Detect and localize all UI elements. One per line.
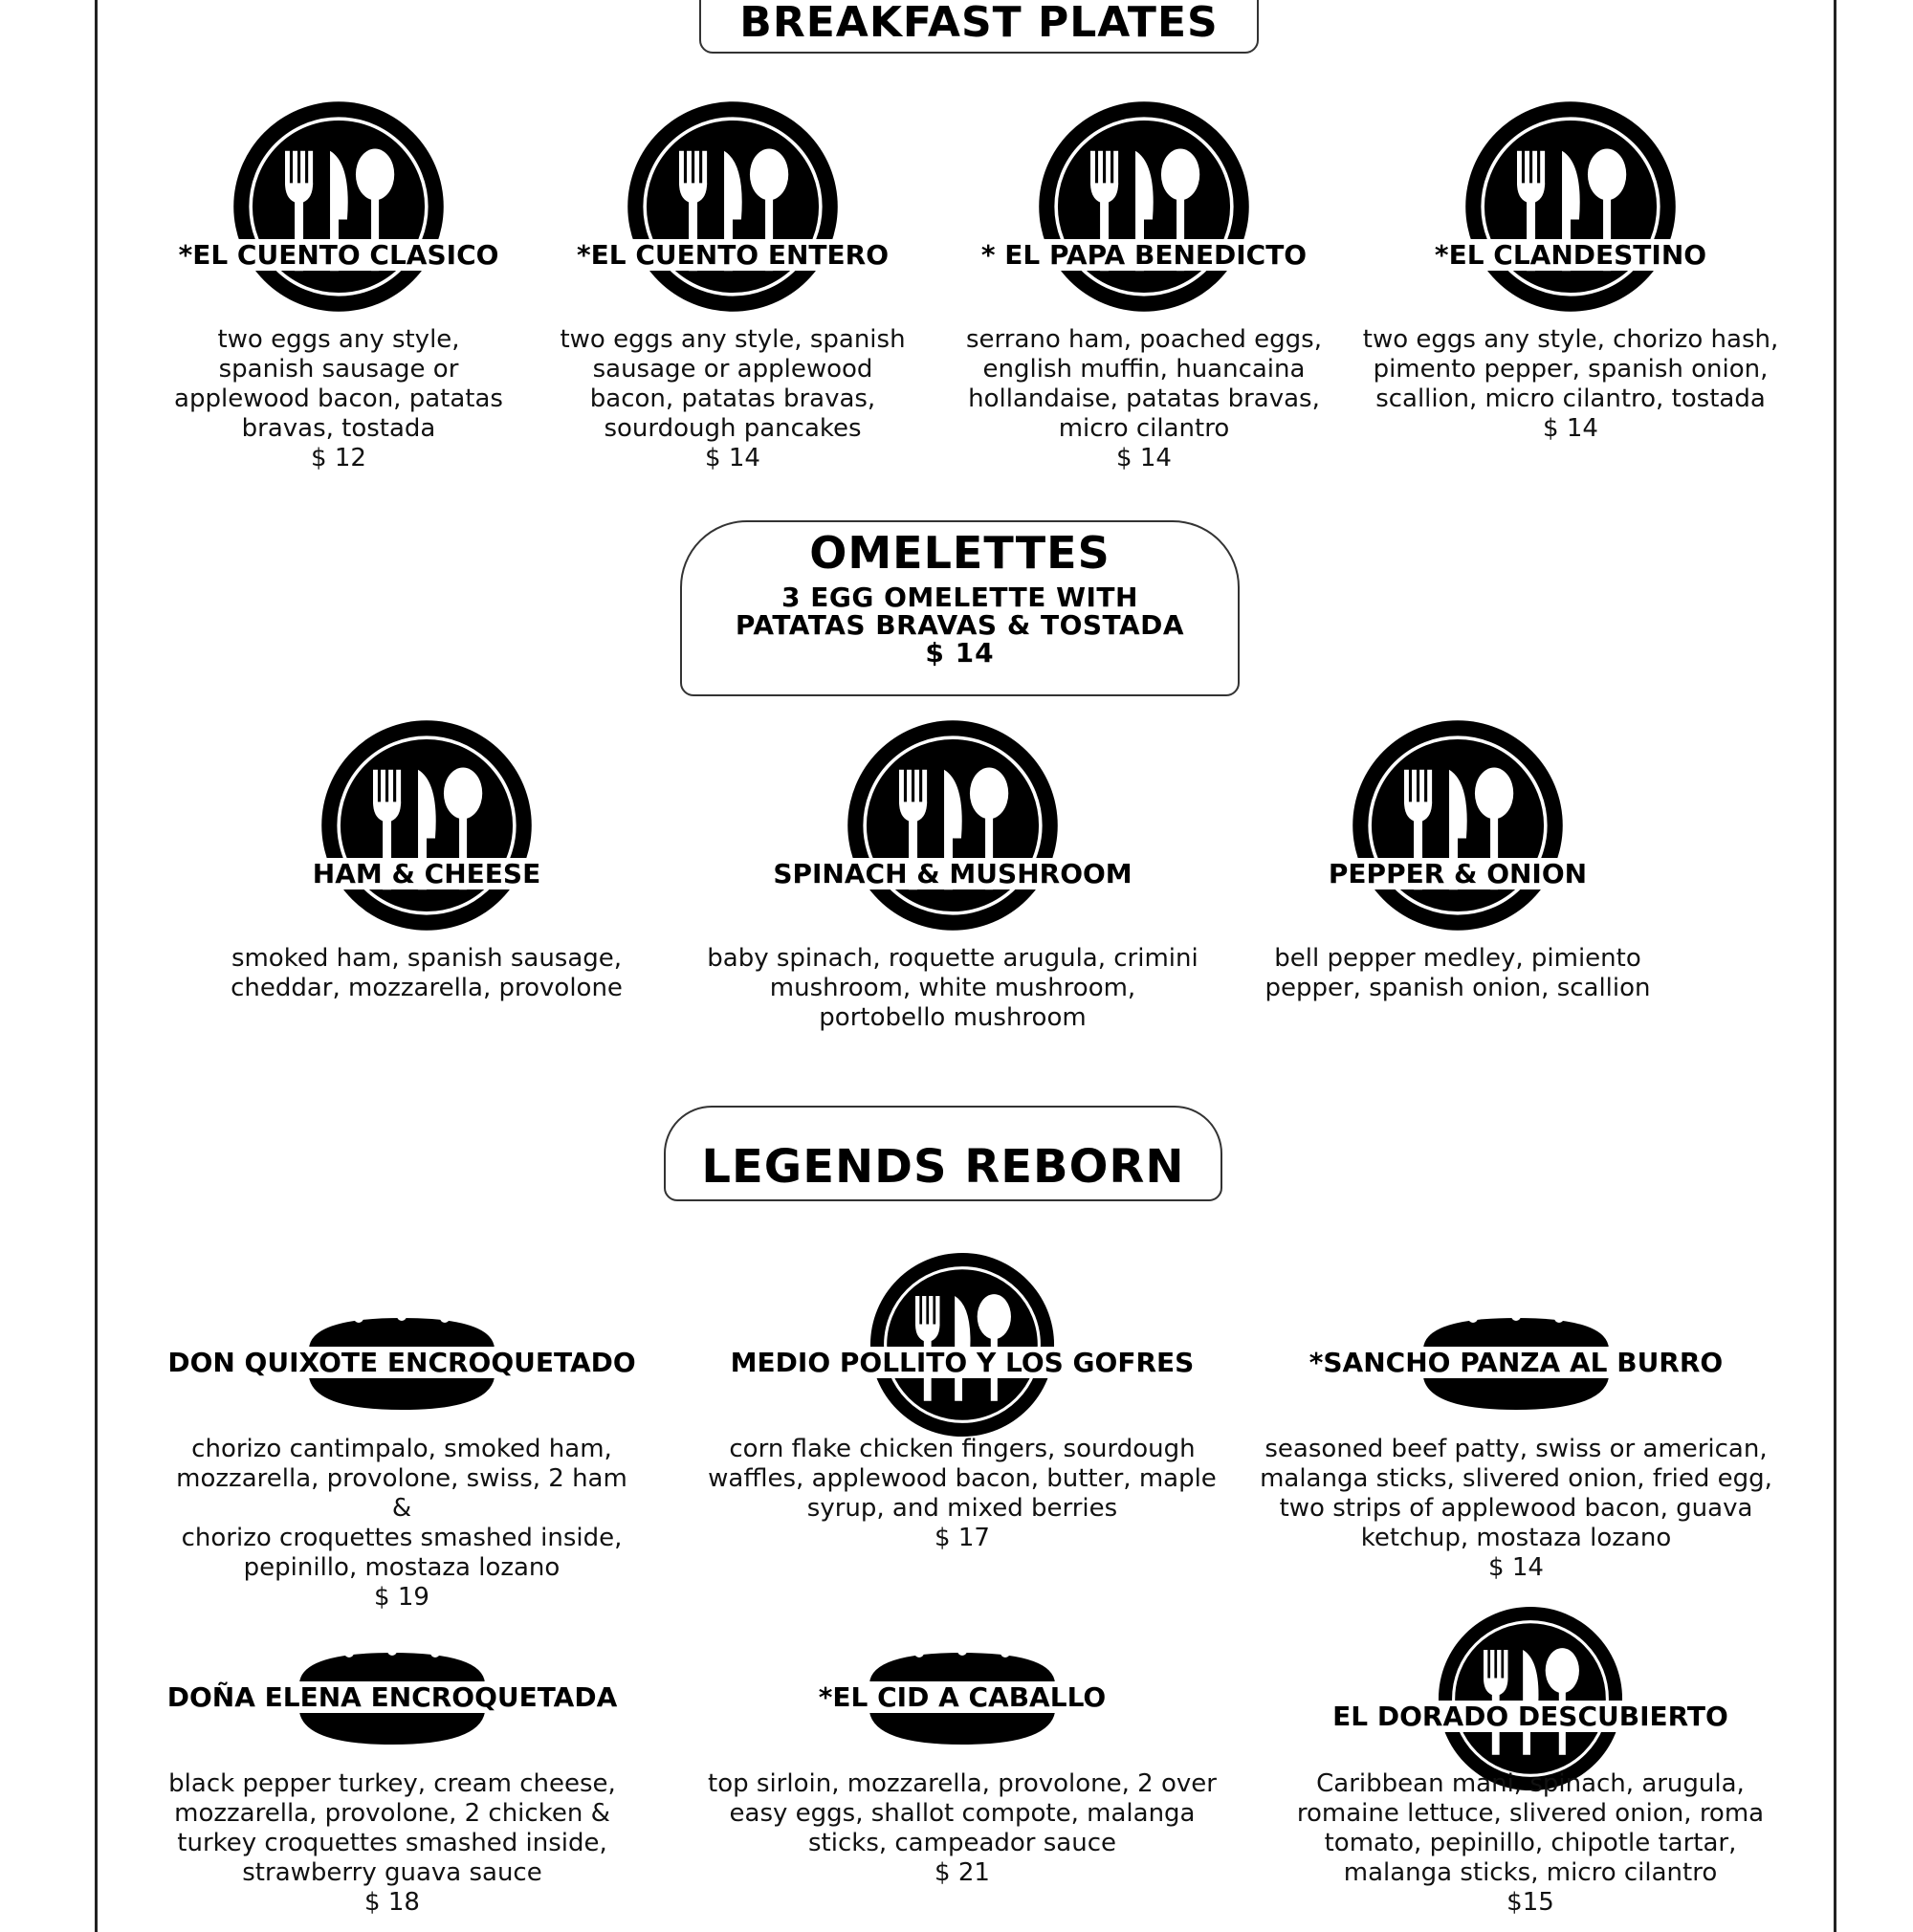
menu-item-description: two eggs any style, spanish sausage or applewood bacon, patatas bravas, sourdough pancakes $ 14 <box>551 325 914 473</box>
menu-item-description: seasoned beef patty, swiss or american, malanga sticks, slivered onion, fried egg, two strips of applewood bacon, guava ketchup, mostaza lozano $ 14 <box>1253 1435 1779 1583</box>
menu-item-price: $ 14 <box>1488 1553 1544 1582</box>
menu-item-price: $ 14 <box>1543 414 1598 443</box>
menu-item-name: *EL CUENTO CLASICO <box>166 239 511 271</box>
menu-item-name: * EL PAPA BENEDICTO <box>962 239 1326 271</box>
menu-item-description: chorizo cantimpalo, smoked ham, mozzarella, provolone, swiss, 2 ham & chorizo croquettes smashed inside, pepinillo, mostaza lozano $ 19 <box>163 1435 641 1613</box>
utensils-plate-icon <box>846 718 1060 933</box>
menu-item-name: SPINACH & MUSHROOM <box>699 858 1206 889</box>
menu-item-description: two eggs any style, spanish sausage or applewood bacon, patatas bravas, tostada $ 12 <box>166 325 511 473</box>
menu-item-price: $ 17 <box>935 1524 990 1552</box>
menu-item-price: $ 14 <box>705 444 760 472</box>
menu-item-name: MEDIO POLLITO Y LOS GOFRES <box>685 1347 1240 1378</box>
menu-item <box>1257 718 1659 1043</box>
menu-item-name: DON QUIXOTE ENCROQUETADO <box>163 1347 641 1378</box>
menu-item <box>1360 99 1781 482</box>
menu-item-description: two eggs any style, chorizo hash, pimento pepper, spanish onion, scallion, micro cilantro, tostada $ 14 <box>1360 325 1781 444</box>
utensils-plate-icon <box>1351 718 1565 933</box>
menu-item <box>1253 1310 1779 1597</box>
menu-item <box>1263 1605 1798 1922</box>
legends-header <box>664 1106 1222 1201</box>
menu-item-name: *EL CLANDESTINO <box>1360 239 1781 271</box>
menu-item-description: Caribbean mani, spinach, arugula, romaine lettuce, slivered onion, roma tomato, pepinillo, chipotle tartar, malanga sticks, micro cilantro $15 <box>1263 1769 1798 1918</box>
omelettes-price: $ 14 <box>925 637 995 669</box>
menu-item-description: bell pepper medley, pimiento pepper, spanish onion, scallion <box>1264 944 1651 1002</box>
menu-item-description: black pepper turkey, cream cheese, mozzarella, provolone, 2 chicken & turkey croquettes smashed inside, strawberry guava sauce $ 18 <box>153 1769 631 1918</box>
menu-item-price: $ 19 <box>374 1583 429 1612</box>
utensils-plate-icon <box>1463 99 1678 314</box>
menu-item-price: $ 14 <box>1116 444 1172 472</box>
menu-item <box>685 1251 1240 1597</box>
menu-item-description: top sirloin, mozzarella, provolone, 2 over easy eggs, shallot compote, malanga sticks, campeador sauce $ 21 <box>694 1769 1230 1888</box>
menu-item-price: $ 18 <box>364 1888 420 1917</box>
menu-item-name: EL DORADO DESCUBIERTO <box>1263 1701 1798 1732</box>
menu-item <box>699 718 1206 1043</box>
omelettes-subtitle-line2: PATATAS BRAVAS & TOSTADA <box>735 609 1185 641</box>
menu-item-description: baby spinach, roquette arugula, crimini mushroom, white mushroom, portobello mushroom <box>707 944 1198 1032</box>
menu-item <box>153 1645 631 1922</box>
menu-item-price: $ 21 <box>935 1858 990 1887</box>
menu-item <box>962 99 1326 482</box>
breakfast-title: BREAKFAST PLATES <box>739 0 1219 47</box>
utensils-plate-icon <box>626 99 840 314</box>
menu-item-price: $15 <box>1506 1888 1554 1917</box>
menu-item-name: HAM & CHEESE <box>226 858 627 889</box>
menu-item <box>166 99 511 482</box>
utensils-plate-icon <box>319 718 534 933</box>
utensils-plate-icon <box>1037 99 1251 314</box>
menu-item-description: serrano ham, poached eggs, english muffin, huancaina hollandaise, patatas bravas, micro cilantro $ 14 <box>962 325 1326 473</box>
menu-item <box>226 718 627 1043</box>
omelettes-title: OMELETTES <box>809 527 1110 579</box>
menu-item-name: *EL CID A CABALLO <box>694 1681 1230 1713</box>
menu-item <box>163 1310 641 1612</box>
menu-item <box>551 99 914 482</box>
utensils-plate-icon <box>231 99 446 314</box>
legends-title: LEGENDS REBORN <box>701 1140 1185 1194</box>
menu-item-description: smoked ham, spanish sausage, cheddar, mozzarella, provolone <box>231 944 623 1002</box>
menu-item-price: $ 12 <box>311 444 366 472</box>
omelettes-subtitle-line1: 3 EGG OMELETTE WITH <box>781 582 1138 613</box>
menu-item-name: *EL CUENTO ENTERO <box>551 239 914 271</box>
menu-item <box>694 1645 1230 1922</box>
menu-item-description: corn flake chicken fingers, sourdough waffles, applewood bacon, butter, maple syrup, and mixed berries $ 17 <box>685 1435 1240 1553</box>
omelettes-header <box>680 520 1240 696</box>
utensils-plate-icon <box>1437 1605 1624 1792</box>
menu-item-name: *SANCHO PANZA AL BURRO <box>1253 1347 1779 1378</box>
utensils-plate-icon <box>869 1251 1056 1438</box>
menu-item-name: PEPPER & ONION <box>1257 858 1659 889</box>
menu-item-name: DOÑA ELENA ENCROQUETADA <box>153 1681 631 1713</box>
breakfast-header <box>699 0 1259 54</box>
